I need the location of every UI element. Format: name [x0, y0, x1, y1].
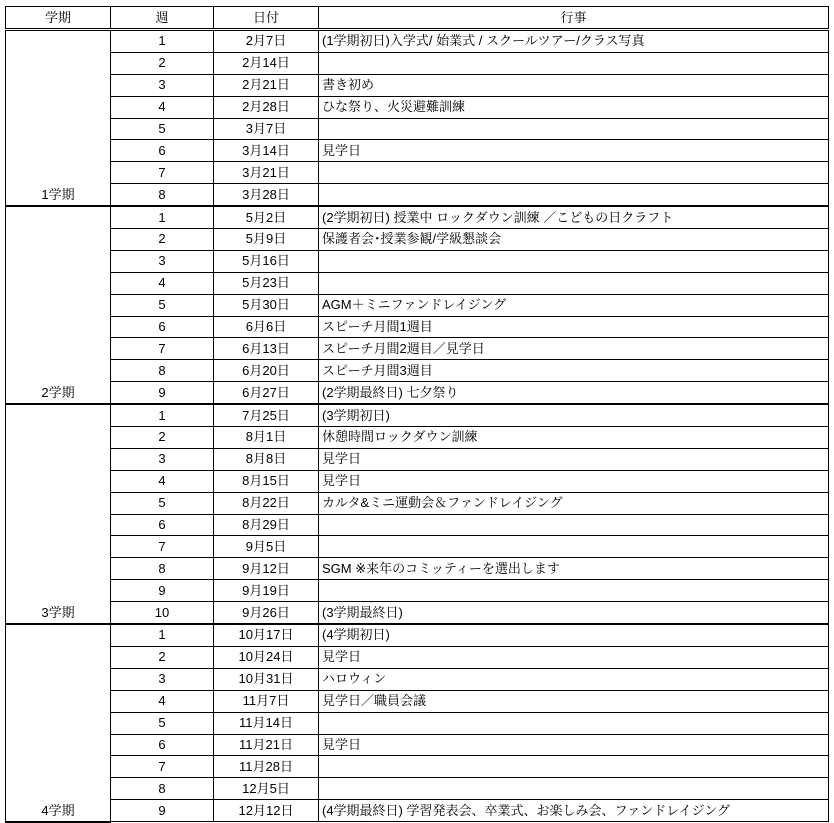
- table-row: [6, 448, 829, 470]
- event-cell: (2学期最終日) 七夕祭り: [319, 382, 829, 404]
- table-row: [6, 316, 829, 338]
- event-cell: [319, 250, 829, 272]
- date-cell: 11月7日: [214, 690, 319, 712]
- week-cell: 4: [111, 272, 214, 294]
- table-row: [6, 492, 829, 514]
- week-cell: 8: [111, 778, 214, 800]
- date-cell: 10月24日: [214, 646, 319, 668]
- week-cell: 6: [111, 734, 214, 756]
- date-cell: 11月21日: [214, 734, 319, 756]
- date-cell: 9月26日: [214, 602, 319, 624]
- week-cell: 5: [111, 118, 214, 140]
- week-cell: 6: [111, 140, 214, 162]
- event-cell: 見学日／職員会議: [319, 690, 829, 712]
- event-cell: AGM＋ミニファンドレイジング: [319, 294, 829, 316]
- table-row: [6, 404, 829, 426]
- week-cell: 7: [111, 338, 214, 360]
- event-cell: カルタ&ミニ運動会＆ファンドレイジング: [319, 492, 829, 514]
- event-cell: スピーチ月間1週目: [319, 316, 829, 338]
- table-row: [6, 184, 829, 206]
- term-label: 4学期: [6, 624, 111, 822]
- event-cell: 見学日: [319, 140, 829, 162]
- header-term: 学期: [6, 7, 111, 30]
- week-cell: 2: [111, 52, 214, 74]
- date-cell: 11月28日: [214, 756, 319, 778]
- header-date: 日付: [214, 7, 319, 30]
- week-cell: 3: [111, 448, 214, 470]
- table-row: [6, 250, 829, 272]
- table-row: [6, 624, 829, 646]
- date-cell: 2月21日: [214, 74, 319, 96]
- week-cell: 3: [111, 74, 214, 96]
- week-cell: 6: [111, 316, 214, 338]
- event-cell: 見学日: [319, 448, 829, 470]
- table-row: [6, 360, 829, 382]
- week-cell: 8: [111, 360, 214, 382]
- table-row: [6, 734, 829, 756]
- table-row: [6, 712, 829, 734]
- week-cell: 1: [111, 30, 214, 53]
- event-cell: ハロウィン: [319, 668, 829, 690]
- date-cell: 9月19日: [214, 580, 319, 602]
- table-row: [6, 140, 829, 162]
- table-row: [6, 206, 829, 228]
- event-cell: SGM ※来年のコミッティーを選出します: [319, 558, 829, 580]
- event-cell: 見学日: [319, 734, 829, 756]
- date-cell: 5月9日: [214, 229, 319, 251]
- week-cell: 6: [111, 514, 214, 536]
- week-cell: 2: [111, 229, 214, 251]
- event-cell: (1学期初日)入学式/ 始業式 / スクールツアー/クラス写真: [319, 30, 829, 53]
- event-cell: [319, 756, 829, 778]
- week-cell: 3: [111, 250, 214, 272]
- table-row: [6, 470, 829, 492]
- event-cell: [319, 778, 829, 800]
- header-event: 行事: [319, 7, 829, 30]
- date-cell: 2月28日: [214, 96, 319, 118]
- event-cell: スピーチ月間3週目: [319, 360, 829, 382]
- event-cell: (3学期最終日): [319, 602, 829, 624]
- date-cell: 12月5日: [214, 778, 319, 800]
- header-week: 週: [111, 7, 214, 30]
- table-row: [6, 514, 829, 536]
- date-cell: 2月7日: [214, 30, 319, 53]
- event-cell: (4学期初日): [319, 624, 829, 646]
- event-cell: スピーチ月間2週目／見学日: [319, 338, 829, 360]
- event-cell: [319, 272, 829, 294]
- table-row: [6, 536, 829, 558]
- date-cell: 8月29日: [214, 514, 319, 536]
- table-row: [6, 52, 829, 74]
- date-cell: 8月8日: [214, 448, 319, 470]
- week-cell: 4: [111, 690, 214, 712]
- week-cell: 5: [111, 294, 214, 316]
- date-cell: 3月14日: [214, 140, 319, 162]
- week-cell: 7: [111, 756, 214, 778]
- date-cell: 11月14日: [214, 712, 319, 734]
- date-cell: 8月22日: [214, 492, 319, 514]
- term-label: 2学期: [6, 206, 111, 404]
- date-cell: 5月23日: [214, 272, 319, 294]
- schedule-table: [5, 6, 829, 823]
- event-cell: [319, 712, 829, 734]
- event-cell: [319, 184, 829, 206]
- event-cell: [319, 514, 829, 536]
- week-cell: 5: [111, 492, 214, 514]
- date-cell: 10月31日: [214, 668, 319, 690]
- table-row: [6, 382, 829, 404]
- week-cell: 7: [111, 536, 214, 558]
- table-row: [6, 96, 829, 118]
- date-cell: 12月12日: [214, 800, 319, 822]
- table-row: [6, 602, 829, 624]
- date-cell: 8月1日: [214, 427, 319, 449]
- event-cell: 見学日: [319, 470, 829, 492]
- week-cell: 8: [111, 184, 214, 206]
- week-cell: 7: [111, 162, 214, 184]
- event-cell: [319, 162, 829, 184]
- table-row: [6, 294, 829, 316]
- week-cell: 9: [111, 580, 214, 602]
- event-cell: [319, 536, 829, 558]
- week-cell: 3: [111, 668, 214, 690]
- date-cell: 3月21日: [214, 162, 319, 184]
- term-label: 3学期: [6, 404, 111, 624]
- date-cell: 6月20日: [214, 360, 319, 382]
- date-cell: 2月14日: [214, 52, 319, 74]
- date-cell: 6月13日: [214, 338, 319, 360]
- date-cell: 3月28日: [214, 184, 319, 206]
- table-row: [6, 756, 829, 778]
- event-cell: 書き初め: [319, 74, 829, 96]
- date-cell: 9月5日: [214, 536, 319, 558]
- table-row: [6, 800, 829, 822]
- event-cell: (4学期最終日) 学習発表会、卒業式、お楽しみ会、ファンドレイジング: [319, 800, 829, 822]
- week-cell: 2: [111, 427, 214, 449]
- table-row: [6, 668, 829, 690]
- table-row: [6, 690, 829, 712]
- week-cell: 4: [111, 96, 214, 118]
- event-cell: [319, 580, 829, 602]
- week-cell: 1: [111, 624, 214, 646]
- week-cell: 1: [111, 404, 214, 426]
- date-cell: 7月25日: [214, 404, 319, 426]
- table-row: [6, 646, 829, 668]
- table-row: [6, 427, 829, 449]
- table-row: [6, 272, 829, 294]
- date-cell: 10月17日: [214, 624, 319, 646]
- table-row: [6, 558, 829, 580]
- week-cell: 1: [111, 206, 214, 228]
- term-label: 1学期: [6, 30, 111, 207]
- week-cell: 10: [111, 602, 214, 624]
- table-row: [6, 229, 829, 251]
- week-cell: 9: [111, 800, 214, 822]
- event-cell: ひな祭り、火災避難訓練: [319, 96, 829, 118]
- table-row: [6, 118, 829, 140]
- date-cell: 5月2日: [214, 206, 319, 228]
- event-cell: (3学期初日): [319, 404, 829, 426]
- date-cell: 8月15日: [214, 470, 319, 492]
- date-cell: 5月16日: [214, 250, 319, 272]
- week-cell: 5: [111, 712, 214, 734]
- week-cell: 9: [111, 382, 214, 404]
- week-cell: 2: [111, 646, 214, 668]
- event-cell: [319, 118, 829, 140]
- date-cell: 6月27日: [214, 382, 319, 404]
- table-row: [6, 30, 829, 53]
- table-row: [6, 580, 829, 602]
- table-row: [6, 338, 829, 360]
- date-cell: 3月7日: [214, 118, 319, 140]
- table-row: [6, 74, 829, 96]
- date-cell: 6月6日: [214, 316, 319, 338]
- event-cell: (2学期初日) 授業中 ロックダウン訓練 ／こどもの日クラフト: [319, 206, 829, 228]
- header-row: [6, 7, 829, 30]
- date-cell: 5月30日: [214, 294, 319, 316]
- event-cell: 見学日: [319, 646, 829, 668]
- event-cell: [319, 52, 829, 74]
- table-row: [6, 162, 829, 184]
- event-cell: 休憩時間ロックダウン訓練: [319, 427, 829, 449]
- schedule-body: [6, 30, 829, 822]
- table-row: [6, 778, 829, 800]
- event-cell: 保護者会･授業参観/学級懇談会: [319, 229, 829, 251]
- date-cell: 9月12日: [214, 558, 319, 580]
- week-cell: 8: [111, 558, 214, 580]
- week-cell: 4: [111, 470, 214, 492]
